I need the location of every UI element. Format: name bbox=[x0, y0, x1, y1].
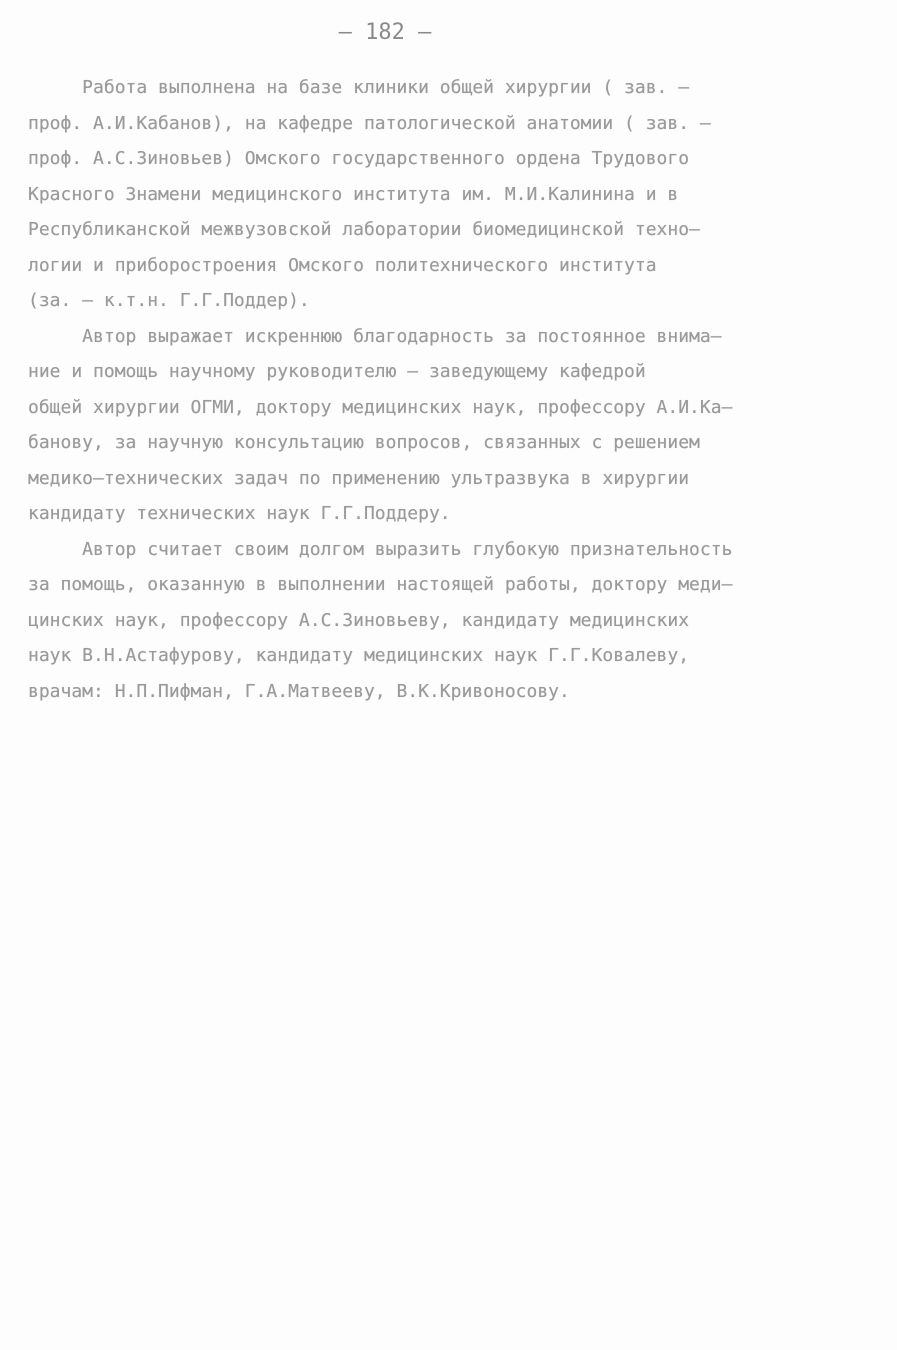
text-line: логии и приборостроения Омского политехнического института bbox=[28, 254, 657, 276]
text-line: Автор считает своим долгом выразить глубокую признательность bbox=[28, 538, 733, 560]
page-number: – 182 – bbox=[338, 20, 432, 45]
text-line: цинских наук, профессору А.С.Зиновьеву, кандидату медицинских bbox=[28, 609, 690, 631]
text-line: кандидату технических наук Г.Г.Поддеру. bbox=[28, 503, 451, 524]
text-line: врачам: Н.П.Пифман, Г.А.Матвееву, В.К.Кривоносову. bbox=[28, 680, 570, 702]
text-line: проф. А.И.Кабанов), на кафедре патологической анатомии ( зав. – bbox=[28, 112, 711, 134]
paragraph-acknowledgement bbox=[28, 532, 873, 710]
text-line: Республиканской межвузовской лаборатории биомедицинской техно– bbox=[28, 219, 700, 240]
paragraph-gratitude bbox=[28, 319, 873, 532]
text-line: общей хирургии ОГМИ, доктору медицинских наук, профессору А.И.Ка– bbox=[28, 396, 733, 418]
text-line: наук В.Н.Астафурову, кандидату медицинских наук Г.Г.Ковалеву, bbox=[28, 645, 690, 666]
text-line: Красного Знамени медицинского института им. М.И.Калинина и в bbox=[28, 183, 679, 205]
text-line: ние и помощь научному руководителю – заведующему кафедрой bbox=[28, 361, 646, 382]
text-line: Работа выполнена на базе клиники общей хирургии ( зав. – bbox=[28, 77, 690, 98]
text-line: Автор выражает искреннюю благодарность за постоянное внима– bbox=[28, 325, 722, 347]
text-line: за помощь, оказанную в выполнении настоящей работы, доктору меди– bbox=[28, 574, 733, 595]
body-text bbox=[28, 70, 873, 709]
text-line: проф. А.С.Зиновьев) Омского государственного ордена Трудового bbox=[28, 148, 690, 169]
text-line: банову, за научную консультацию вопросов, связанных с решением bbox=[28, 432, 700, 453]
paragraph-affiliation bbox=[28, 70, 873, 319]
text-line: (за. – к.т.н. Г.Г.Поддер). bbox=[28, 290, 310, 311]
text-line: медико–технических задач по применению ультразвука в хирургии bbox=[28, 467, 690, 489]
